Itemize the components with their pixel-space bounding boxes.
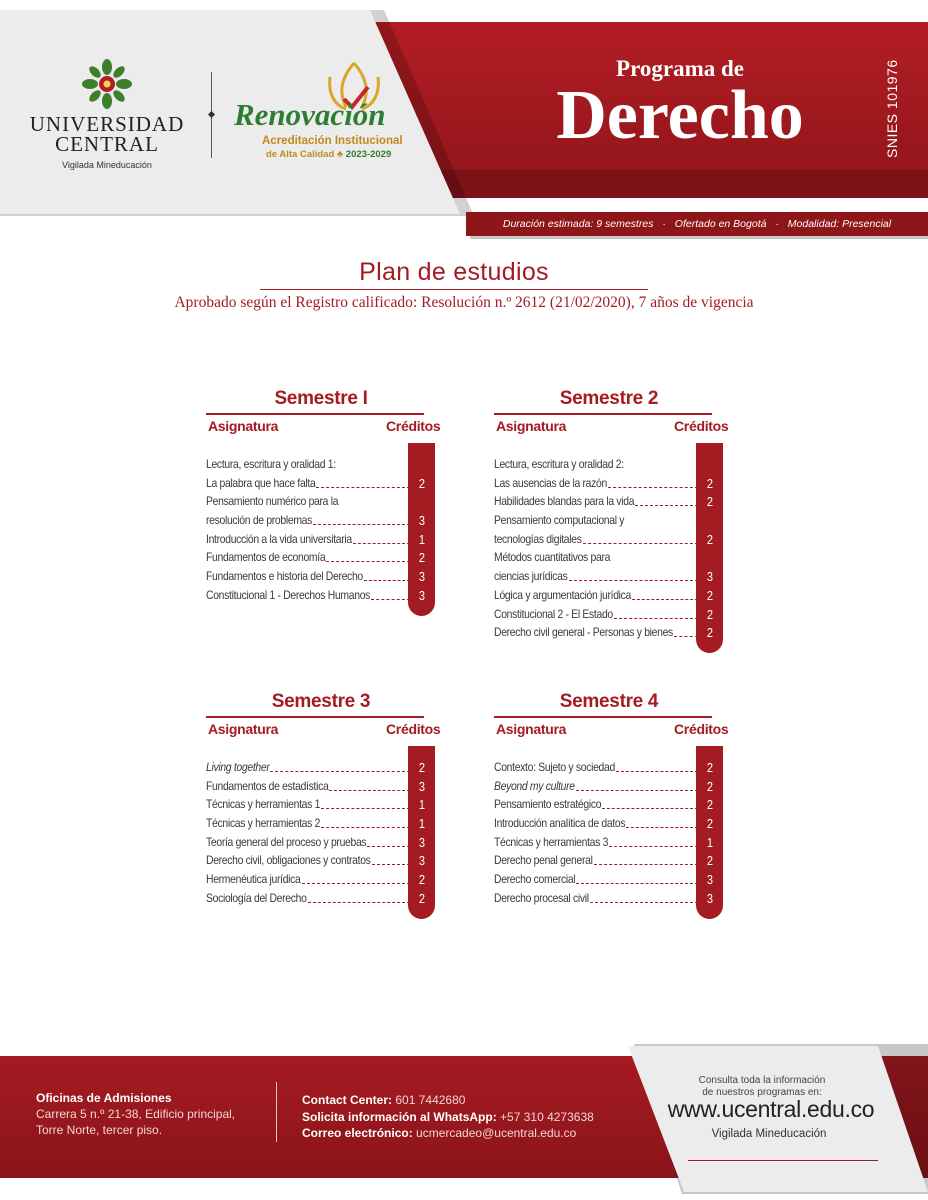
credit-value: 1: [418, 531, 426, 547]
subject-name: Pensamiento estratégico: [494, 797, 602, 812]
credit-value: 2: [706, 625, 714, 641]
credit-value: 2: [706, 606, 714, 622]
semester-rule: [494, 413, 712, 415]
subject-row: [494, 493, 724, 512]
subject-name: Habilidades blandas para la vida: [494, 494, 635, 509]
subject-row: [206, 568, 436, 587]
subject-row: [494, 815, 724, 834]
snies-code: SNIES 101976: [884, 59, 900, 158]
subject-name: ciencias jurídicas: [494, 569, 568, 584]
semester-title: Semestre 4: [559, 691, 659, 712]
credit-value: 2: [706, 475, 714, 491]
dotted-leader: [569, 580, 699, 581]
subject-row: [206, 890, 436, 909]
consult-line2: de nuestros programas en:: [702, 1087, 822, 1098]
subject-row: [494, 549, 724, 568]
subject-row: [494, 512, 724, 531]
subject-name: Pensamiento numérico para la: [206, 494, 339, 509]
dotted-leader: [674, 636, 698, 637]
subject-name: Lógica y argumentación jurídica: [494, 587, 632, 602]
subject-row: [206, 456, 436, 475]
accreditation-quality: de Alta Calidad: [266, 149, 335, 160]
credit-value: 2: [706, 797, 714, 813]
subject-row: [206, 871, 436, 890]
subject-row: [494, 531, 724, 550]
credits-column-header: Créditos: [386, 721, 441, 737]
credit-value: 3: [706, 872, 714, 888]
semester-rule: [494, 716, 712, 718]
subject-name: Beyond my culture: [494, 778, 575, 793]
subject-row: [494, 778, 724, 797]
credit-value: 2: [706, 531, 714, 547]
subject-row: [494, 568, 724, 587]
dotted-leader: [632, 599, 698, 600]
semester-title: Semestre 2: [559, 388, 659, 409]
dotted-leader: [616, 771, 698, 772]
credits-column-header: Créditos: [674, 721, 729, 737]
subject-row: [206, 531, 436, 550]
credit-value: 2: [706, 816, 714, 832]
dotted-leader: [321, 827, 410, 828]
credit-value: 2: [706, 760, 714, 775]
subject-name: Fundamentos de estadística: [206, 778, 329, 793]
subject-name: Métodos cuantitativos para: [494, 550, 611, 565]
subject-row: [206, 587, 436, 606]
subject-name: La palabra que hace falta: [206, 475, 316, 490]
subject-name: Lectura, escritura y oralidad 2:: [494, 457, 624, 471]
subject-name: Derecho procesal civil: [494, 890, 589, 905]
subject-row: [494, 871, 724, 890]
footer-vigilada: Vigilada Mineducación: [711, 1128, 827, 1140]
subject-row: [206, 852, 436, 871]
subject-column-header: Asignatura: [496, 418, 567, 434]
dotted-leader: [321, 808, 410, 809]
dotted-leader: [316, 487, 410, 488]
program-info-bar: [466, 212, 928, 236]
program-prefix: Programa de: [616, 56, 744, 81]
credits-column-header: Créditos: [386, 418, 441, 434]
plan-subtitle: Aprobado según el Registro calificado: Resolución n.º 2612 (21/02/2020), 7 años de vigencia: [174, 294, 754, 311]
subject-list: [206, 456, 436, 606]
info-separator: ·: [662, 218, 666, 230]
subject-row: [206, 834, 436, 853]
subject-row: [206, 493, 436, 512]
credit-value: 2: [706, 587, 714, 603]
dotted-leader: [614, 618, 698, 619]
credit-value: 3: [418, 778, 426, 794]
subject-list: [494, 456, 724, 643]
credit-value: 2: [418, 760, 426, 775]
dotted-leader: [308, 902, 410, 903]
university-name-line1: UNIVERSIDAD: [29, 112, 185, 136]
dotted-leader: [590, 902, 698, 903]
credit-value: 3: [418, 513, 426, 529]
plan-title-rule: [260, 289, 648, 290]
admissions-office: [36, 1090, 266, 1138]
contact-center-label: Contact Center:: [302, 1093, 393, 1107]
subject-name: Técnicas y herramientas 1: [206, 797, 321, 812]
subject-row: [494, 759, 724, 778]
program-title: Derecho: [556, 77, 804, 154]
subject-name: Introducción a la vida universitaria: [206, 531, 352, 546]
accreditation-word: Renovación: [234, 97, 386, 132]
subject-name: Sociología del Derecho: [206, 890, 307, 905]
subject-row: [494, 456, 724, 475]
dotted-leader: [583, 543, 698, 544]
subject-row: [494, 890, 724, 909]
credit-value: 2: [418, 872, 426, 888]
accreditation-years: 2023-2029: [345, 149, 392, 160]
credit-value: 2: [706, 853, 714, 869]
subject-name: Living together: [206, 760, 270, 774]
dotted-leader: [626, 827, 698, 828]
admissions-address-line1: Carrera 5 n.º 21-38, Edificio principal,: [36, 1107, 236, 1121]
credit-value: 1: [706, 834, 714, 850]
subject-row: [206, 815, 436, 834]
contact-info: [302, 1092, 622, 1142]
subject-column-header: Asignatura: [208, 721, 279, 737]
dotted-leader: [367, 846, 410, 847]
semester-title: Semestre 3: [271, 691, 371, 712]
credit-value: 2: [418, 475, 426, 491]
subject-name: Fundamentos de economía: [206, 550, 326, 565]
subject-row: [206, 549, 436, 568]
subject-name: Las ausencias de la razón: [494, 475, 607, 490]
subject-column-header: Asignatura: [208, 418, 279, 434]
university-name-line2: CENTRAL: [55, 132, 159, 156]
dotted-leader: [602, 808, 698, 809]
subject-name: Constitucional 1 - Derechos Humanos: [206, 587, 371, 602]
info-duration: Duración estimada: 9 semestres: [502, 218, 654, 230]
subject-row: [494, 475, 724, 494]
subject-name: tecnologías digitales: [494, 531, 582, 546]
dotted-leader: [576, 790, 698, 791]
subject-list: [206, 759, 436, 909]
subject-name: Hermenéutica jurídica: [206, 872, 301, 887]
subject-name: Pensamiento computacional y: [494, 513, 625, 528]
email-label: Correo electrónico:: [302, 1126, 413, 1140]
subject-row: [206, 796, 436, 815]
credit-value: 3: [706, 890, 714, 906]
plan-title: Plan de estudios: [359, 258, 549, 286]
university-vigilada: Vigilada Mineducación: [62, 160, 152, 170]
subject-row: [206, 475, 436, 494]
subject-name: Constitucional 2 - El Estado: [494, 606, 613, 621]
dotted-leader: [594, 864, 698, 865]
dotted-leader: [635, 505, 698, 506]
subject-name: Derecho civil general - Personas y bienes: [494, 625, 673, 640]
credit-value: 2: [418, 550, 426, 566]
dotted-leader: [270, 771, 410, 772]
info-separator: ·: [775, 218, 779, 230]
university-logo: [22, 58, 192, 170]
subject-row: [206, 778, 436, 797]
leaf-bullet-icon: ♣: [336, 149, 346, 160]
subject-row: [206, 759, 436, 778]
semester-rule: [206, 716, 424, 718]
subject-row: [494, 606, 724, 625]
dotted-leader: [302, 883, 410, 884]
subject-name: Fundamentos e historia del Derecho: [206, 569, 363, 584]
subject-name: Derecho comercial: [494, 872, 576, 887]
dotted-leader: [576, 883, 698, 884]
dotted-leader: [608, 487, 698, 488]
subject-column-header: Asignatura: [496, 721, 567, 737]
subject-name: Derecho civil, obligaciones y contratos: [206, 853, 371, 868]
contact-center-phone[interactable]: 601 7442680: [395, 1093, 466, 1107]
credit-value: 2: [706, 494, 714, 510]
credit-value: 3: [418, 853, 426, 869]
dotted-leader: [372, 864, 410, 865]
info-mode: Modalidad: Presencial: [787, 218, 892, 230]
subject-list: [494, 759, 724, 909]
website-link[interactable]: www.ucentral.edu.co: [667, 1096, 875, 1122]
credit-value: 3: [418, 587, 426, 603]
subject-name: Lectura, escritura y oralidad 1:: [206, 457, 336, 471]
subject-row: [494, 852, 724, 871]
subject-name: Derecho penal general: [494, 853, 593, 868]
dotted-leader: [371, 599, 410, 600]
dotted-leader: [353, 543, 410, 544]
accreditation-line2: [266, 149, 391, 160]
dotted-leader: [364, 580, 410, 581]
credit-value: 2: [706, 778, 714, 794]
subject-row: [206, 512, 436, 531]
info-city: Ofertado en Bogotá: [674, 218, 767, 230]
credit-value: 3: [418, 569, 426, 585]
consult-line1: Consulta toda la información: [698, 1075, 826, 1086]
credit-value: 1: [418, 797, 426, 813]
subject-name: resolución de problemas: [206, 513, 313, 528]
whatsapp-number[interactable]: +57 310 4273638: [500, 1109, 594, 1124]
dotted-leader: [313, 524, 410, 525]
semester-rule: [206, 413, 424, 415]
subject-name: Técnicas y herramientas 3: [494, 834, 609, 849]
semester-title: Semestre I: [274, 388, 368, 409]
credit-value: 2: [418, 890, 426, 906]
subject-row: [494, 587, 724, 606]
subject-row: [494, 624, 724, 643]
dotted-leader: [609, 846, 698, 847]
dotted-leader: [329, 790, 410, 791]
university-emblem-icon: [81, 58, 133, 110]
subject-name: Introducción analítica de datos: [494, 816, 626, 831]
subject-name: Técnicas y herramientas 2: [206, 816, 321, 831]
info-bar-shadow: [470, 236, 928, 239]
subject-name: Teoría general del proceso y pruebas: [206, 834, 367, 849]
credit-value: 3: [418, 834, 426, 850]
subject-row: [494, 834, 724, 853]
subject-name: Contexto: Sujeto y sociedad: [494, 760, 615, 774]
dotted-leader: [326, 561, 410, 562]
email-address[interactable]: ucmercadeo@ucentral.edu.co: [416, 1126, 577, 1140]
credit-value: 1: [418, 816, 426, 832]
credits-column-header: Créditos: [674, 418, 729, 434]
accreditation-line1: Acreditación Institucional: [262, 135, 403, 147]
admissions-address-line2: Torre Norte, tercer piso.: [36, 1123, 163, 1137]
footer-divider: [276, 1082, 277, 1142]
subject-row: [494, 796, 724, 815]
credit-value: 3: [706, 569, 714, 585]
admissions-title: Oficinas de Admisiones: [36, 1091, 172, 1105]
whatsapp-label: Solicita información al WhatsApp:: [302, 1109, 497, 1124]
accreditation-logo: [234, 55, 404, 165]
footer-panel-rule: [688, 1160, 878, 1161]
